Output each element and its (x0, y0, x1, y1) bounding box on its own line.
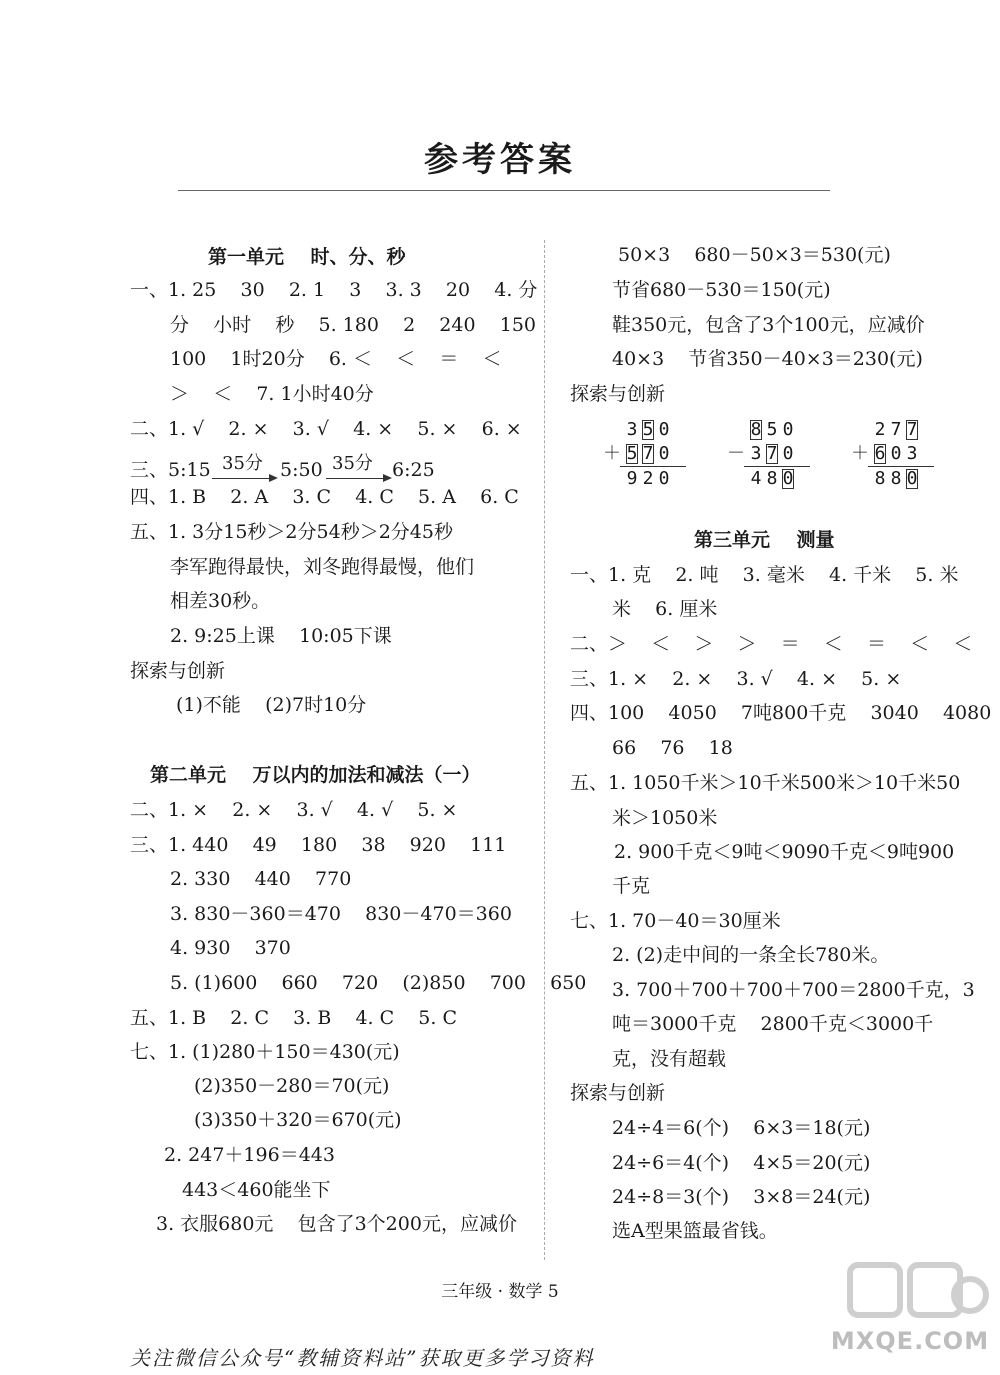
right-section-heading: 第三单元 测量 (694, 529, 835, 551)
arith-digit: 8 (890, 468, 902, 489)
arith-boxed-digit: 0 (780, 467, 796, 491)
arith-digit: 8 (874, 468, 886, 489)
time-2: 5:50 (280, 459, 323, 481)
right-answer-line: 2. 900千克＜9吨＜9090千克＜9吨900 (614, 841, 955, 863)
arith-boxed-digit: 7 (904, 418, 920, 442)
left-answer-line: (3)350＋320＝670(元) (194, 1109, 402, 1131)
arith-boxed-digit: 6 (872, 442, 888, 466)
arith-digit: 4 (750, 468, 762, 489)
left-answer-line: (2)350－280＝70(元) (194, 1075, 390, 1097)
arith-operator (600, 467, 624, 491)
time-step-1: 35分 (222, 453, 263, 474)
arith-digit: 5 (766, 419, 778, 440)
right-answer-line: 24÷8＝3(个) 3×8＝24(元) (612, 1186, 871, 1208)
right-answer-line: 24÷6＝4(个) 4×5＝20(元) (612, 1152, 871, 1174)
arith-boxed-digit: 5 (640, 418, 656, 442)
title-divider (178, 190, 830, 191)
arith-digit: 0 (890, 443, 902, 464)
page-footer: 三年级 · 数学 5 (441, 1282, 559, 1302)
arith-digit: 8 (766, 468, 778, 489)
right-answer-line: 鞋350元，包含了3个100元，应减价 (612, 314, 925, 336)
arith-operator (724, 418, 748, 442)
arith-digit: 2 (874, 419, 886, 440)
right-answer-line: 三、1. × 2. × 3. √ 4. × 5. × (570, 668, 902, 690)
left-answer-line: 李军跑得最快，刘冬跑得最慢，他们 (170, 556, 475, 578)
arith-operator (600, 418, 624, 442)
right-answer-line: 二、＞ ＜ ＞ ＞ ＝ ＜ ＝ ＜ ＜ (570, 633, 973, 655)
arrow-2 (326, 478, 390, 479)
left-section-heading: 第二单元 万以内的加法和减法（一） (150, 764, 481, 786)
arith-operator (848, 418, 872, 442)
left-answer-line: 三、1. 440 49 180 38 920 111 (130, 834, 507, 856)
page-title: 参考答案 (424, 140, 576, 180)
watermark-text: MXQE.COM (830, 1327, 990, 1355)
column-divider (544, 240, 545, 1260)
vertical-arith-block (600, 418, 686, 491)
right-answer-line: 2. (2)走中间的一条全长780米。 (612, 944, 890, 966)
arith-operator: － (727, 443, 745, 464)
right-answer-line: 四、100 4050 7吨800千克 3040 4080 (570, 702, 992, 724)
right-answer-line: 节省680－530＝150(元) (612, 279, 831, 301)
right-answer-line: 米 6. 厘米 (612, 598, 718, 620)
vertical-arith-block (724, 418, 810, 491)
arith-boxed-digit: 7 (764, 442, 780, 466)
watermark-logo-icon (830, 1255, 990, 1335)
right-answer-line: 吨＝3000千克 2800千克＜3000千 (612, 1013, 934, 1035)
arith-digit: 0 (782, 443, 794, 464)
time-3: 6:25 (392, 459, 435, 481)
left-answer-line: 一、1. 25 30 2. 1 3 3. 3 20 4. 分 (130, 279, 538, 301)
right-answer-line: 米＞1050米 (612, 807, 718, 829)
arrow-1 (212, 478, 276, 479)
left-answer-line: 100 1时20分 6. ＜ ＜ ＝ ＜ (170, 348, 502, 370)
left-answer-line: 四、1. B 2. A 3. C 4. C 5. A 6. C (130, 486, 519, 508)
vertical-arith-block (848, 418, 934, 491)
left-answer-line: 2. 9:25上课 10:05下课 (170, 625, 392, 647)
arith-digit: 3 (626, 419, 638, 440)
arith-digit: 9 (626, 468, 638, 489)
left-answer-line: 2. 330 440 770 (170, 868, 352, 890)
left-answer-line: 3. 衣服680元 包含了3个200元，应减价 (156, 1213, 517, 1235)
left-answer-line: (1)不能 (2)7时10分 (176, 694, 367, 716)
right-answer-line: 克，没有超载 (612, 1048, 727, 1070)
left-section-heading: 第一单元 时、分、秒 (208, 246, 406, 268)
right-answer-line: 40×3 节省350－40×3＝230(元) (612, 348, 923, 370)
arith-digit: 3 (906, 443, 918, 464)
left-answer-line: 2. 247＋196＝443 (164, 1144, 335, 1166)
left-answer-line: 4. 930 370 (170, 937, 291, 959)
right-answer-line: 探索与创新 (570, 1082, 666, 1104)
left-answer-line: 二、1. × 2. × 3. √ 4. √ 5. × (130, 799, 458, 821)
arith-digit: 2 (642, 468, 654, 489)
right-answer-line: 千克 (612, 875, 651, 897)
arith-digit: 0 (658, 419, 670, 440)
left-answer-line: 探索与创新 (130, 660, 226, 682)
right-answer-line: 一、1. 克 2. 吨 3. 毫米 4. 千米 5. 米 (570, 564, 959, 586)
left-answer-line: 二、1. √ 2. × 3. √ 4. × 5. × 6. × (130, 418, 522, 440)
right-answer-line: 66 76 18 (612, 737, 733, 759)
arith-boxed-digit: 5 (624, 442, 640, 466)
arith-boxed-digit: 8 (748, 418, 764, 442)
arith-operator (724, 467, 748, 491)
left-answer-line: 分 小时 秒 5. 180 2 240 150 (170, 314, 537, 336)
bottom-note: 关注微信公众号“教辅资料站”获取更多学习资料 (130, 1346, 595, 1370)
left-answer-line: 五、1. B 2. C 3. B 4. C 5. C (130, 1007, 458, 1029)
left-answer-line: 443＜460能坐下 (182, 1179, 331, 1201)
right-answer-line: 选A型果篮最省钱。 (612, 1220, 778, 1242)
arith-operator: ＋ (851, 443, 869, 464)
left-answer-line: 七、1. (1)280＋150＝430(元) (130, 1041, 400, 1063)
arith-digit: 0 (658, 443, 670, 464)
left-answer-line: 3. 830－360＝470 830－470＝360 (170, 903, 512, 925)
arith-digit: 7 (890, 419, 902, 440)
right-answer-line: 3. 700＋700＋700＋700＝2800千克，3 (612, 979, 975, 1001)
right-answer-line: 五、1. 1050千米＞10千米500米＞10千米50 (570, 772, 961, 794)
arith-operator: ＋ (603, 443, 621, 464)
arith-boxed-digit: 7 (640, 442, 656, 466)
time-step-2: 35分 (332, 453, 373, 474)
right-answer-line: 50×3 680－50×3＝530(元) (618, 244, 891, 266)
left-answer-line: 五、1. 3分15秒＞2分54秒＞2分45秒 (130, 521, 453, 543)
right-answer-line: 七、1. 70－40＝30厘米 (570, 910, 781, 932)
watermark (830, 1255, 990, 1365)
left-answer-line: 5. (1)600 660 720 (2)850 700 650 (170, 972, 587, 994)
arith-digit: 0 (782, 419, 794, 440)
right-answer-line: 24÷4＝6(个) 6×3＝18(元) (612, 1117, 871, 1139)
arith-digit: 3 (750, 443, 762, 464)
left-answer-line: ＞ ＜ 7. 1小时40分 (170, 383, 374, 405)
arith-digit: 0 (658, 468, 670, 489)
left-answer-line: 三、5:15 (130, 459, 211, 481)
arith-operator (848, 467, 872, 491)
left-answer-line: 相差30秒。 (170, 590, 271, 612)
arith-boxed-digit: 0 (904, 467, 920, 491)
right-answer-line: 探索与创新 (570, 383, 666, 405)
